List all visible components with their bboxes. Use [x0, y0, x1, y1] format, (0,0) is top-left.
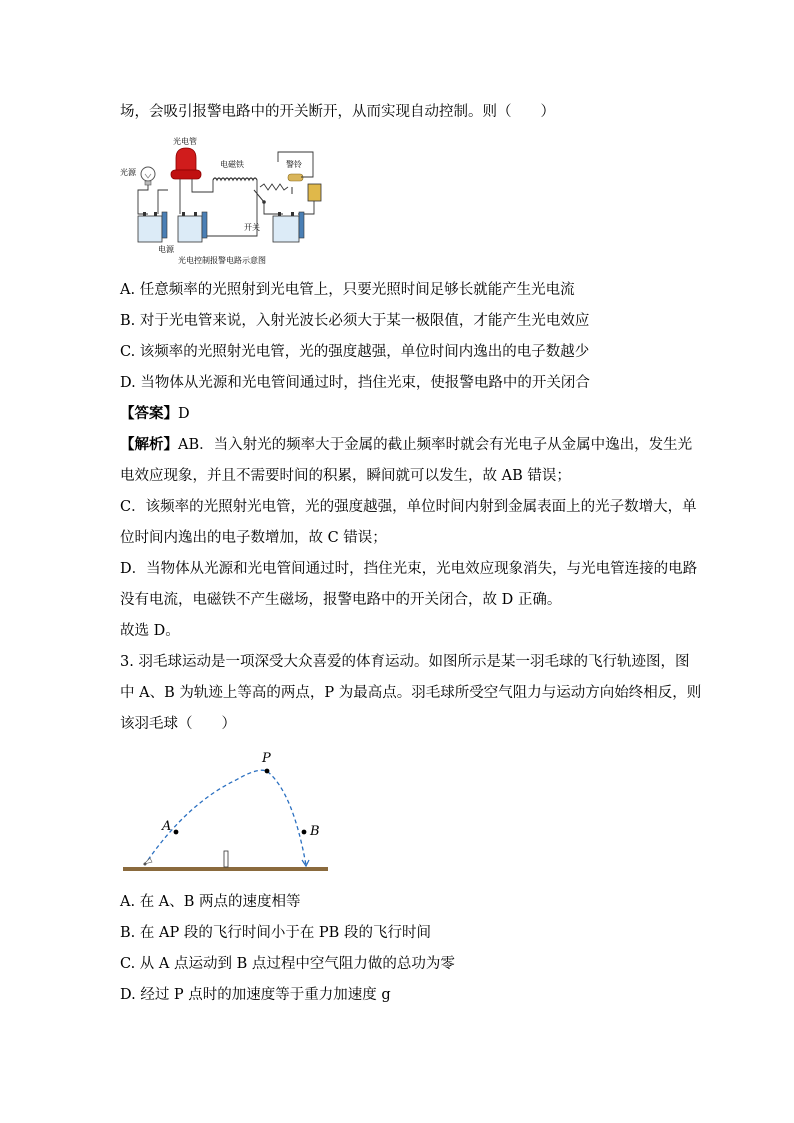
q3-option-a: A. 在 A、B 两点的速度相等 — [120, 894, 301, 910]
q2-option-d: D. 当物体从光源和光电管间通过时，挡住光束，使报警电路中的开关闭合 — [120, 375, 590, 391]
analysis-line-3: C．该频率的光照射光电管，光的强度越强，单位时间内射到金属表面上的光子数增大，单 — [120, 499, 697, 515]
analysis-tag: 【解析】 — [120, 436, 178, 453]
label-p: P — [262, 751, 271, 766]
label-b: B — [310, 824, 320, 839]
answer-line — [120, 404, 190, 424]
bell-icon — [288, 174, 303, 181]
q3-option-b: B. 在 AP 段的飞行时间小于在 PB 段的飞行时间 — [120, 925, 431, 941]
q3-stem-line-3: 该羽毛球（ ） — [120, 716, 236, 732]
alarm-circuit-figure — [118, 132, 348, 272]
question-2-stem-tail: 场，会吸引报警电路中的开关断开，从而实现自动控制。则（ ） — [120, 104, 555, 120]
switch-label: 开关 — [244, 223, 260, 232]
point-a — [174, 830, 179, 835]
q3-stem-line-1: 3. 羽毛球运动是一项深受大众喜爱的体育运动。如图所示是某一羽毛球的飞行轨迹图，图 — [120, 654, 690, 670]
light-source-label: 光源 — [120, 168, 136, 177]
trajectory-figure — [118, 748, 333, 878]
analysis-line-1 — [120, 435, 692, 455]
electromagnet-label: 电磁铁 — [220, 160, 244, 169]
point-p — [265, 769, 270, 774]
q3-stem-line-2: 中 A、B 为轨迹上等高的两点，P 为最高点。羽毛球所受空气阻力与运动方向始终相反，则 — [120, 685, 702, 701]
battery-1 — [138, 212, 167, 242]
analysis-line-2: 电效应现象，并且不需要时间的积累，瞬间就可以发生，故 AB 错误； — [120, 468, 571, 484]
electromagnet-coil — [213, 178, 257, 180]
battery-2 — [178, 212, 207, 242]
analysis-line-4: 位时间内逸出的电子数增加，故 C 错误； — [120, 530, 387, 546]
figure1-caption: 光电控制报警电路示意图 — [178, 256, 266, 265]
bell-label: 警铃 — [286, 160, 302, 169]
q3-option-d: D. 经过 P 点时的加速度等于重力加速度 g — [120, 987, 391, 1003]
light-bulb-icon — [141, 167, 155, 185]
battery-3 — [273, 212, 304, 242]
q2-option-b: B. 对于光电管来说，入射光波长必须大于某一极限值，才能产生光电效应 — [120, 313, 590, 329]
photo-tube-label: 光电管 — [173, 137, 197, 146]
analysis-text: AB．当入射光的频率大于金属的截止频率时就会有光电子从金属中逸出，发生光 — [178, 437, 693, 453]
bell-box — [308, 184, 321, 201]
analysis-line-6: 没有电流，电磁铁不产生磁场，报警电路中的开关闭合，故 D 正确。 — [120, 592, 562, 608]
answer-tag: 【答案】 — [120, 405, 178, 422]
label-a: A — [162, 819, 172, 834]
answer-value: D — [178, 406, 190, 422]
shuttlecock-icon — [144, 858, 153, 866]
photo-tube-icon — [171, 148, 201, 179]
analysis-line-7: 故选 D。 — [120, 623, 180, 639]
power-label: 电源 — [158, 245, 174, 254]
q3-option-c: C. 从 A 点运动到 B 点过程中空气阻力做的总功为零 — [120, 956, 455, 972]
q2-option-a: A. 任意频率的光照射到光电管上，只要光照时间足够长就能产生光电流 — [120, 282, 575, 298]
analysis-line-5: D．当物体从光源和光电管间通过时，挡住光束，光电效应现象消失，与光电管连接的电路 — [120, 561, 698, 577]
q2-option-c: C. 该频率的光照射光电管，光的强度越强，单位时间内逸出的电子数越少 — [120, 344, 590, 360]
ground — [123, 867, 328, 871]
point-b — [302, 830, 307, 835]
switch-spring — [260, 184, 288, 190]
net-post — [224, 851, 228, 867]
